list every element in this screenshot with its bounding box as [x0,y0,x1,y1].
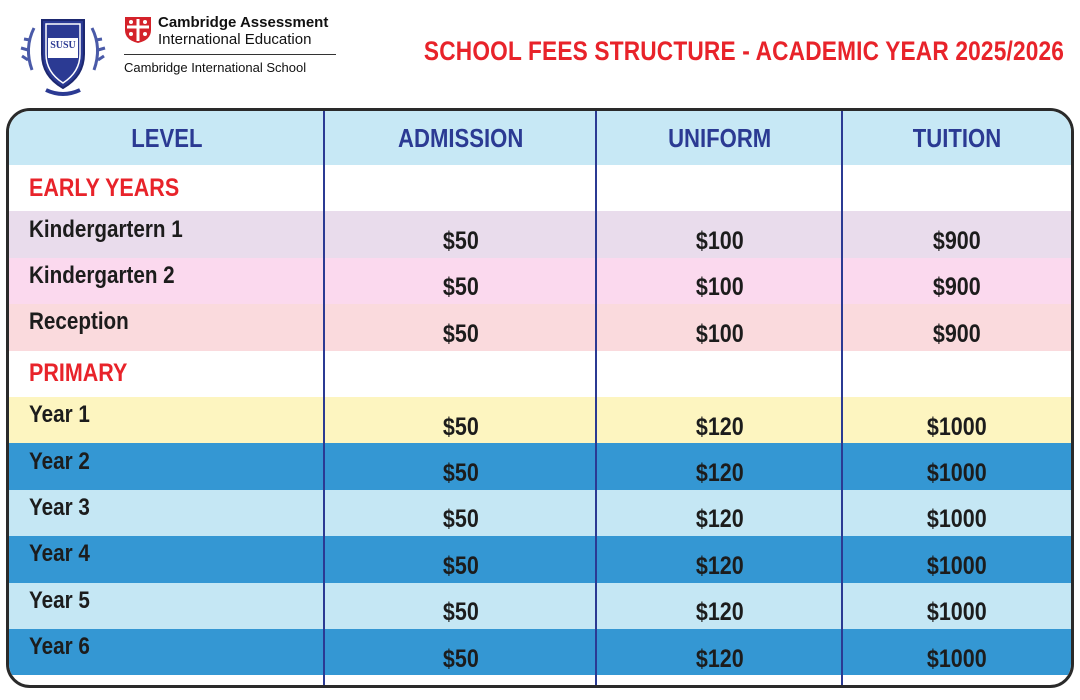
level-cell [29,258,319,304]
international-education-text: International Education [158,31,312,48]
level-cell [29,211,319,257]
level-label: Year 2 [29,447,90,475]
uniform-fee-value: $100 [696,273,744,302]
column-header-label: LEVEL [131,122,203,153]
table-row [9,536,1071,582]
level-cell [29,351,319,397]
cambridge-school-text: Cambridge International School [124,60,307,75]
admission-cell [325,211,597,257]
admission-fee-value: $50 [443,459,479,488]
crest-letters: SUSU [50,40,76,51]
fees-table [6,108,1074,688]
uniform-fee-value: $120 [696,644,744,673]
school-crest-logo [18,8,108,98]
level-label: Year 1 [29,401,90,429]
column-header-uniform [597,111,843,165]
table-row [9,443,1071,489]
page-title: SCHOOL FEES STRUCTURE - ACADEMIC YEAR 2025/2026 [423,36,1064,66]
level-cell [29,629,319,675]
table-row [9,258,1071,304]
uniform-cell [597,165,843,211]
tuition-fee-value: $1000 [927,459,987,488]
column-header-label: UNIFORM [668,122,772,153]
level-label: Reception [29,308,129,336]
uniform-fee-value: $100 [696,227,744,256]
uniform-cell [597,443,843,489]
level-label: Kindergartern 1 [29,215,183,243]
tuition-cell [843,211,1071,257]
level-cell [29,397,319,443]
uniform-fee-value: $120 [696,598,744,627]
admission-fee-value: $50 [443,319,479,348]
table-header-row [9,111,1071,165]
tuition-cell [843,351,1071,397]
uniform-cell [597,258,843,304]
table-row [9,397,1071,443]
admission-cell [325,536,597,582]
table-row [9,490,1071,536]
column-header-label: ADMISSION [398,122,524,153]
level-cell [29,490,319,536]
level-label: Year 5 [29,586,90,614]
level-cell [29,304,319,350]
level-cell [29,583,319,629]
admission-cell [325,258,597,304]
tuition-cell [843,536,1071,582]
logo-divider [124,54,336,55]
column-header-admission [325,111,597,165]
tuition-cell [843,304,1071,350]
tuition-cell [843,397,1071,443]
uniform-cell [597,351,843,397]
level-label: Year 3 [29,493,90,521]
uniform-cell [597,629,843,675]
level-cell [29,536,319,582]
tuition-fee-value: $1000 [927,505,987,534]
admission-cell [325,443,597,489]
admission-fee-value: $50 [443,505,479,534]
tuition-cell [843,165,1071,211]
tuition-cell [843,629,1071,675]
table-row [9,211,1071,257]
section-row [9,165,1071,211]
tuition-fee-value: $900 [933,227,981,256]
admission-fee-value: $50 [443,551,479,580]
uniform-cell [597,211,843,257]
admission-cell [325,583,597,629]
table-row [9,304,1071,350]
section-label: EARLY YEARS [29,173,180,202]
admission-cell [325,165,597,211]
uniform-fee-value: $120 [696,412,744,441]
admission-fee-value: $50 [443,412,479,441]
level-label: Year 6 [29,633,90,661]
section-label: PRIMARY [29,359,128,388]
level-cell [29,443,319,489]
tuition-fee-value: $1000 [927,598,987,627]
level-cell [29,165,319,211]
uniform-cell [597,536,843,582]
tuition-cell [843,490,1071,536]
uniform-cell [597,490,843,536]
tuition-cell [843,258,1071,304]
column-header-level [9,111,325,165]
admission-fee-value: $50 [443,598,479,627]
level-label: Year 4 [29,540,90,568]
uniform-cell [597,304,843,350]
cambridge-assessment-text: Cambridge Assessment [158,14,329,31]
admission-fee-value: $50 [443,227,479,256]
table-row [9,629,1071,675]
admission-cell [325,351,597,397]
section-row [9,351,1071,397]
admission-cell [325,490,597,536]
cambridge-logo [120,10,350,90]
page-header [0,0,1080,100]
tuition-fee-value: $1000 [927,644,987,673]
admission-cell [325,304,597,350]
tuition-fee-value: $1000 [927,551,987,580]
admission-cell [325,629,597,675]
column-divider [841,111,843,688]
uniform-cell [597,397,843,443]
level-label: Kindergarten 2 [29,261,175,289]
column-divider [595,111,597,688]
cambridge-shield-icon [124,16,152,44]
uniform-fee-value: $120 [696,551,744,580]
admission-fee-value: $50 [443,273,479,302]
tuition-fee-value: $1000 [927,412,987,441]
admission-fee-value: $50 [443,644,479,673]
uniform-cell [597,583,843,629]
column-header-label: TUITION [912,122,1002,153]
column-divider [323,111,325,688]
uniform-fee-value: $100 [696,319,744,348]
column-header-tuition [843,111,1071,165]
uniform-fee-value: $120 [696,505,744,534]
tuition-cell [843,583,1071,629]
uniform-fee-value: $120 [696,459,744,488]
tuition-fee-value: $900 [933,319,981,348]
tuition-cell [843,443,1071,489]
admission-cell [325,397,597,443]
tuition-fee-value: $900 [933,273,981,302]
table-row [9,583,1071,629]
